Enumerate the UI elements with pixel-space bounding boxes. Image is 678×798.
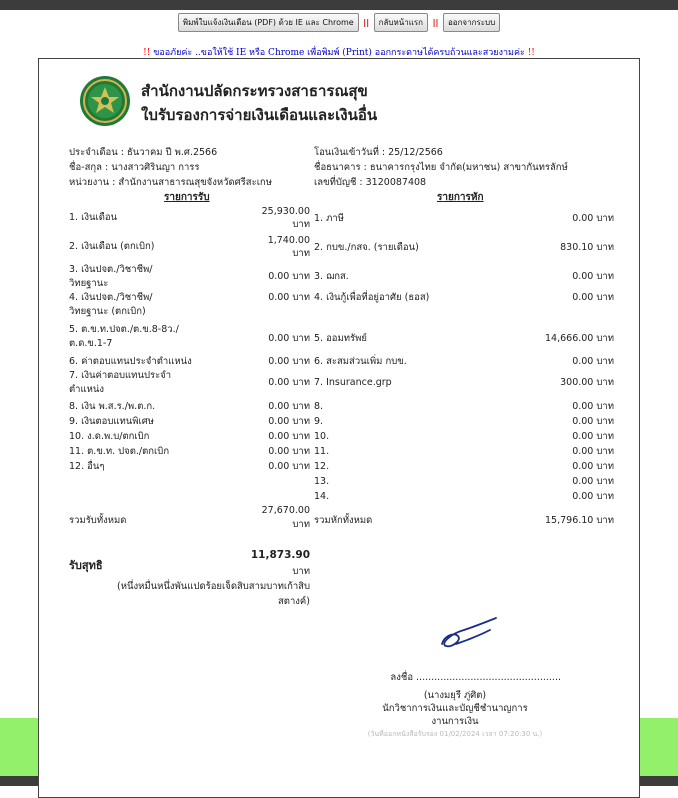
income-row	[69, 323, 310, 351]
bank-name: ชื่อธนาคาร : ธนาคารกรุงไทย จำกัด(มหาชน) สาขากันทรลักษ์	[314, 162, 568, 173]
income-row	[69, 369, 310, 397]
deduction-amount: 0.00 บาท	[572, 476, 614, 487]
deduction-row	[314, 241, 614, 255]
net-pay-amount: 11,873.90	[250, 549, 310, 561]
deduction-row	[314, 415, 614, 429]
toolbar	[0, 13, 678, 32]
income-row	[69, 263, 310, 291]
logout-button[interactable]: ออกจากระบบ	[443, 13, 500, 32]
income-total-label: รวมรับทั้งหมด	[69, 515, 127, 526]
deduction-row	[314, 291, 614, 305]
deduction-amount: 0.00 บาท	[572, 401, 614, 412]
income-total-amount: 27,670.00	[261, 505, 310, 516]
issue-timestamp: (วันที่ออกหนังสือรับรอง 01/02/2024 เวลา 07:20:30 น.)	[367, 730, 543, 738]
browser-warning	[0, 45, 678, 59]
deduction-amount: 14,666.00 บาท	[545, 333, 614, 344]
deduction-amount: 0.00 บาท	[572, 213, 614, 224]
income-label: 11. ต.ข.ท. ปจต./ตกเบิก	[69, 446, 170, 457]
income-row	[69, 415, 310, 429]
deduction-row	[314, 270, 614, 284]
account-number: เลขที่บัญชี : 3120087408	[314, 177, 427, 188]
deduction-label: 8.	[314, 401, 324, 412]
income-label: 2. เงินเดือน (ตกเบิก)	[69, 241, 155, 252]
income-amount: 0.00 บาท	[268, 416, 310, 427]
income-label: ตำแหน่ง	[69, 384, 105, 395]
deduction-label: 11.	[314, 446, 330, 457]
income-label: 7. เงินค่าตอบแทนประจำ	[69, 370, 172, 381]
income-row	[69, 234, 310, 262]
handwritten-signature	[434, 614, 504, 654]
deduction-heading: รายการหัก	[437, 192, 484, 203]
deduction-row	[314, 460, 614, 474]
income-total-unit: บาท	[292, 519, 310, 530]
income-label: 10. ง.ด.พ.บ/ตกเบิก	[69, 431, 150, 442]
income-label: 6. ค่าตอบแทนประจำตำแหน่ง	[69, 356, 192, 367]
income-amount: 1,740.00	[267, 235, 310, 246]
income-unit: บาท	[292, 248, 310, 259]
deduction-row	[314, 400, 614, 414]
deduction-row	[314, 355, 614, 369]
pay-month: ประจำเดือน : ธันวาคม ปี พ.ศ.2566	[69, 147, 218, 158]
deduction-amount: 0.00 บาท	[572, 356, 614, 367]
deduction-total-label: รวมหักทั้งหมด	[314, 515, 373, 526]
deduction-row	[314, 332, 614, 346]
income-row	[69, 355, 310, 369]
net-pay-in-words	[69, 579, 310, 609]
employee-name: ชื่อ-สกุล : นางสาวศิรินญา การร	[69, 162, 200, 173]
income-amount: 0.00 บาท	[268, 271, 310, 282]
bank-info	[314, 145, 568, 190]
deduction-label: 10.	[314, 431, 330, 442]
warning-text: ขออภัยค่ะ ..ขอให้ใช้ IE หรือ Chrome เพื่อพิมพ์ (Print) ออกกระดาษได้ครบถ้วนและสวยงามค่ะ	[153, 48, 525, 58]
deduction-label: 2. กบข./กสจ. (รายเดือน)	[314, 242, 419, 253]
deduction-row	[314, 475, 614, 489]
income-amount: 0.00 บาท	[268, 292, 310, 303]
net-pay-unit: บาท	[292, 566, 310, 577]
transfer-date: โอนเงินเข้าวันที่ : 25/12/2566	[314, 147, 443, 158]
income-amount: 0.00 บาท	[268, 333, 310, 344]
deduction-row	[314, 430, 614, 444]
warning-mark: !!	[527, 48, 535, 58]
net-pay-words-line: (หนึ่งหมื่นหนึ่งพันแปดร้อยเจ็ดสิบสามบาทเก้าสิบ	[117, 581, 310, 592]
home-button[interactable]: กลับหน้าแรก	[374, 13, 428, 32]
net-pay-words-line: สตางค์)	[277, 596, 310, 607]
income-amount: 0.00 บาท	[268, 356, 310, 367]
deduction-label: 6. สะสมส่วนเพิ่ม กบข.	[314, 356, 407, 367]
income-amount: 0.00 บาท	[268, 377, 310, 388]
deduction-label: 12.	[314, 461, 330, 472]
income-row	[69, 205, 310, 233]
deduction-label: 4. เงินกู้เพื่อที่อยู่อาศัย (ธอส)	[314, 292, 430, 303]
income-label: ต.ด.ข.1-7	[69, 338, 113, 349]
deduction-total-amount: 15,796.10 บาท	[545, 515, 614, 526]
income-amount: 25,930.00	[261, 206, 310, 217]
income-label: วิทยฐานะ (ตกเบิก)	[69, 306, 146, 317]
employee-info	[69, 145, 272, 190]
income-row	[69, 400, 310, 414]
signature-block	[349, 671, 561, 741]
toolbar-separator: ||	[432, 18, 439, 27]
signer-position: นักวิชาการเงินและบัญชีชำนาญการ	[382, 703, 528, 714]
deduction-label: 13.	[314, 476, 330, 487]
income-unit: บาท	[292, 219, 310, 230]
income-row	[69, 430, 310, 444]
signature-line: ลงชื่อ ................................................	[390, 672, 561, 683]
deduction-label: 5. ออมทรัพย์	[314, 333, 367, 344]
deduction-label: 7. Insurance.grp	[314, 377, 392, 388]
deduction-amount: 0.00 บาท	[572, 446, 614, 457]
income-row	[69, 291, 310, 319]
deduction-total-row	[314, 514, 614, 528]
income-heading: รายการรับ	[164, 192, 210, 203]
deduction-amount: 0.00 บาท	[572, 431, 614, 442]
income-label: 3. เงินปจต./วิชาชีพ/	[69, 264, 153, 275]
deduction-amount: 0.00 บาท	[572, 491, 614, 502]
payslip-document	[38, 58, 640, 798]
deduction-label: 3. ฌกส.	[314, 271, 349, 282]
deduction-row	[314, 445, 614, 459]
income-label: 1. เงินเดือน	[69, 212, 118, 223]
income-label: 9. เงินตอบแทนพิเศษ	[69, 416, 155, 427]
income-amount: 0.00 บาท	[268, 446, 310, 457]
income-label: 12. อื่นๆ	[69, 461, 105, 472]
income-amount: 0.00 บาท	[268, 401, 310, 412]
deduction-amount: 300.00 บาท	[560, 377, 614, 388]
deduction-amount: 830.10 บาท	[560, 242, 614, 253]
organization-name: สำนักงานปลัดกระทรวงสาธารณสุข	[141, 82, 368, 100]
income-row	[69, 460, 310, 474]
deduction-amount: 0.00 บาท	[572, 416, 614, 427]
toolbar-separator: ||	[363, 18, 370, 27]
deduction-label: 9.	[314, 416, 324, 427]
document-title: ใบรับรองการจ่ายเงินเดือนและเงินอื่น	[141, 106, 378, 124]
deduction-label: 1. ภาษี	[314, 213, 344, 224]
income-label: 4. เงินปจต./วิชาชีพ/	[69, 292, 153, 303]
warning-mark: !!	[143, 48, 151, 58]
signer-name: (นางมยุรี ภู่ศิต)	[423, 690, 487, 701]
deduction-amount: 0.00 บาท	[572, 292, 614, 303]
income-amount: 0.00 บาท	[268, 431, 310, 442]
income-label: วิทยฐานะ	[69, 278, 109, 289]
deduction-amount: 0.00 บาท	[572, 271, 614, 282]
income-label: 8. เงิน พ.ส.ร./พ.ต.ก.	[69, 401, 156, 412]
income-amount: 0.00 บาท	[268, 461, 310, 472]
deduction-row	[314, 376, 614, 390]
income-row	[69, 445, 310, 459]
deduction-row	[314, 490, 614, 504]
net-pay-label: รับสุทธิ	[69, 559, 103, 572]
deduction-amount: 0.00 บาท	[572, 461, 614, 472]
print-pdf-button[interactable]: พิมพ์ใบแจ้งเงินเดือน (PDF) ด้วย IE และ Chrome	[178, 13, 359, 32]
ministry-seal-icon	[79, 75, 131, 127]
deduction-row	[314, 212, 614, 226]
signer-department: งานการเงิน	[431, 716, 479, 727]
income-total-row	[69, 504, 310, 532]
income-label: 5. ต.ข.ท.ปจต./ต.ข.8-8ว./	[69, 324, 179, 335]
deduction-label: 14.	[314, 491, 330, 502]
employee-unit: หน่วยงาน : สำนักงานสาธารณสุขจังหวัดศรีสะเกษ	[69, 177, 272, 188]
